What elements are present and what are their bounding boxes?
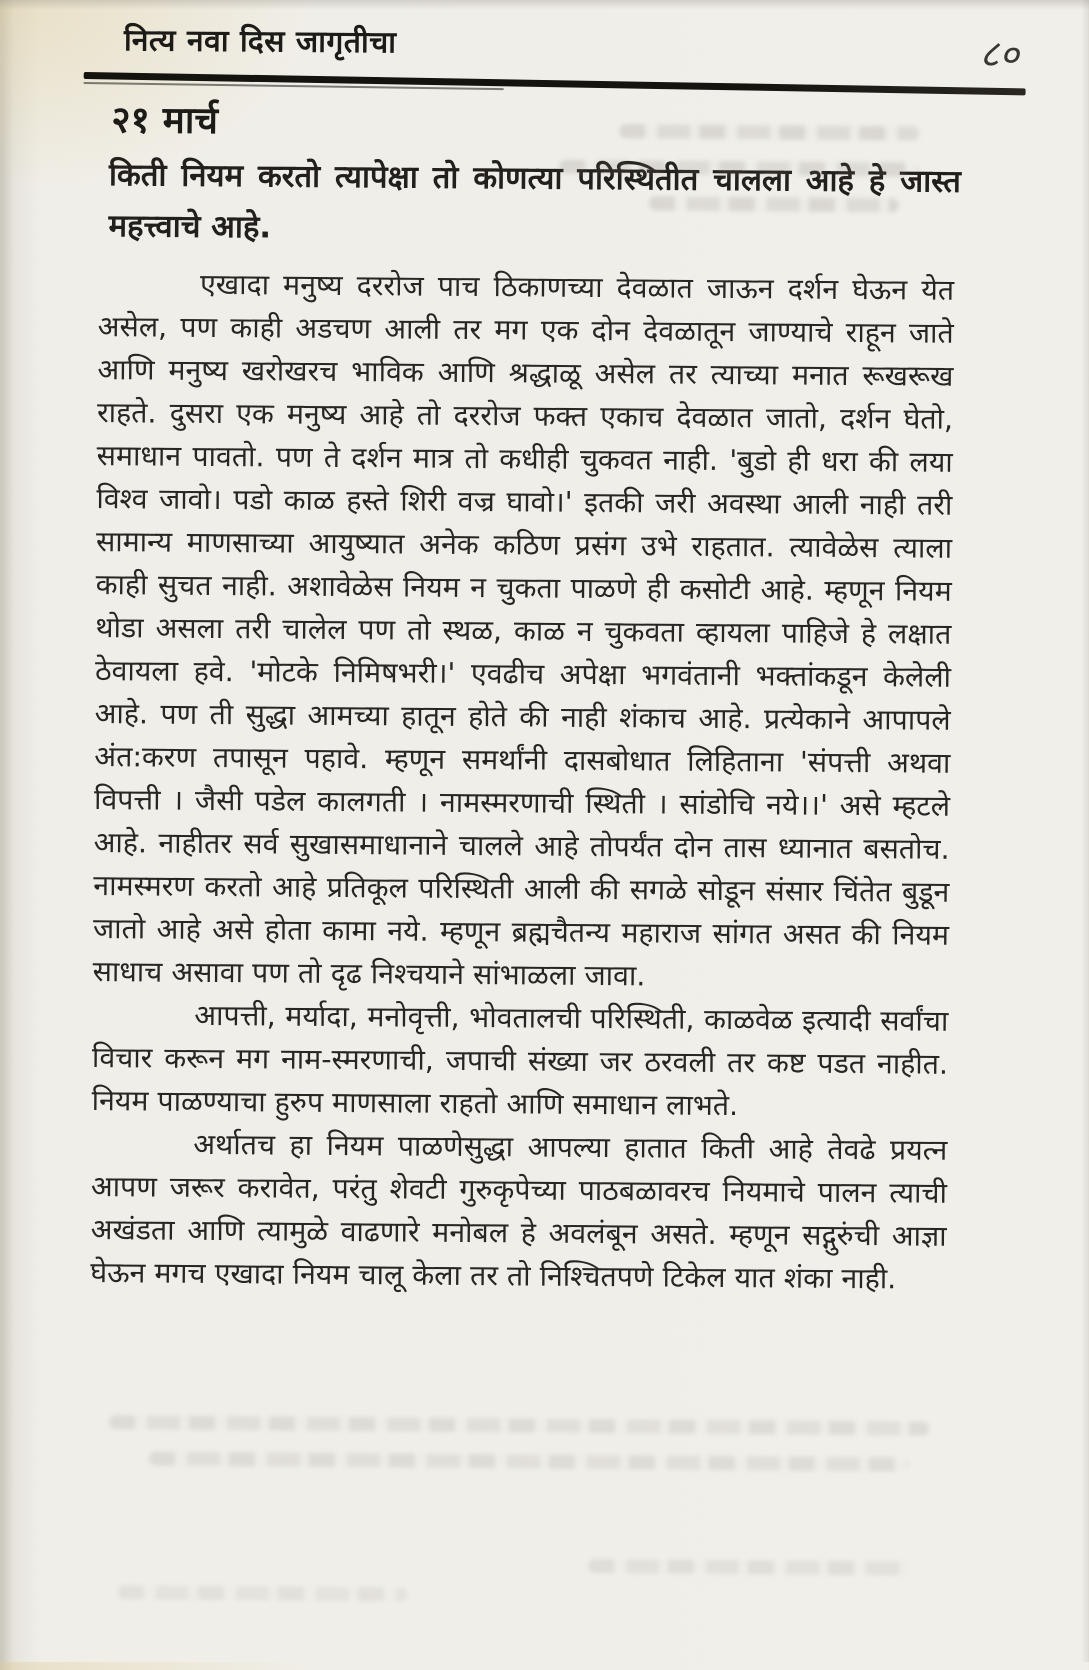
page-number: ८०	[977, 31, 1029, 77]
lead-paragraph: किती नियम करतो त्यापेक्षा तो कोणत्या परिस्थितीत चालला आहे हे जास्त महत्त्वाचे आहे.	[108, 157, 962, 246]
bleed-through-artifact	[588, 1559, 918, 1598]
entry-body	[90, 262, 954, 1301]
bleed-through-artifact	[109, 1415, 940, 1494]
body-paragraph: आपत्ती, मर्यादा, मनोवृत्ती, भोवतालची परिस्थिती, काळवेळ इत्यादी सर्वांचा विचार करून मग नाम-स्मरणाची, जपाची संख्या जर ठरवली तर कष्ट पडत नाहीत. नियम पाळण्याचा हुरुप माणसाला राहतो आणि समाधान लाभते.	[91, 998, 949, 1123]
date-heading: २१ मार्च	[111, 98, 219, 143]
book-title: नित्य नवा दिस जागृतीचा	[123, 23, 397, 61]
bleed-through-artifact	[118, 1585, 418, 1623]
body-paragraph: अर्थातच हा नियम पाळणेसुद्धा आपल्या हातात किती आहे तेवढे प्रयत्न आपण जरूर करावेत, परंतु शेवटी गुरुकृपेच्या पाठबळावरच नियमाचे पालन त्याची अखंडता आणि त्यामुळे वाढणारे मनोबल हे अवलंबून असते. म्हणून सद्गुरुंची आज्ञा घेऊन मगच एखादा नियम चालू केला तर तो निश्चितपणे टिकेल यात शंका नाही.	[90, 1127, 948, 1296]
body-paragraph: एखादा मनुष्य दररोज पाच ठिकाणच्या देवळात जाऊन दर्शन घेऊन येत असेल, पण काही अडचण आली तर मग एक दोन देवळातून जाण्याचे राहून जाते आणि मनुष्य खरोखरच भाविक आणि श्रद्धाळू असेल तर त्याच्या मनात रूखरूख राहते. दुसरा एक मनुष्य आहे तो दररोज फक्त एकाच देवळात जातो, दर्शन घेतो, समाधान पावतो. पण ते दर्शन मात्र तो कधीही चुकवत नाही. 'बुडो ही धरा की लया विश्व जावो। पडो काळ हस्ते शिरी वज्र घावो।' इतकी जरी अवस्था आली नाही तरी सामान्य माणसाच्या आयुष्यात अनेक कठिण प्रसंग उभे राहतात. त्यावेळेस त्याला काही सुचत नाही. अशावेळेस नियम न चुकता पाळणे ही कसोटी आहे. म्हणून नियम थोडा असला तरी चालेल पण तो स्थळ, काळ न चुकवता व्हायला पाहिजे हे लक्षात ठेवायला हवे. 'मोटके निमिषभरी।' एवढीच अपेक्षा भगवंतानी भक्तांकडून केलेली आहे. पण ती सुद्धा आमच्या हातून होते की नाही शंकाच आहे. प्रत्येकाने आपापले अंत:करण तपासून पहावे. म्हणून समर्थांनी दासबोधात लिहिताना 'संपत्ती अथवा विपत्ती । जैसी पडेल कालगती । नामस्मरणाची स्थिती । सांडोचि नये।।' असे म्हटले आहे. नाहीतर सर्व सुखासमाधानाने चालले आहे तोपर्यंत दोन तास ध्यानात बसतोच. नामस्मरण करतो आहे प्रतिकूल परिस्थिती आली की सगळे सोडून संसार चिंतेत बुडून जातो आहे असे होता कामा नये. म्हणून ब्रह्मचैतन्य महाराज सांगत असत की नियम साधाच असावा पण तो दृढ निश्चयाने सांभाळला जावा.	[92, 267, 955, 993]
